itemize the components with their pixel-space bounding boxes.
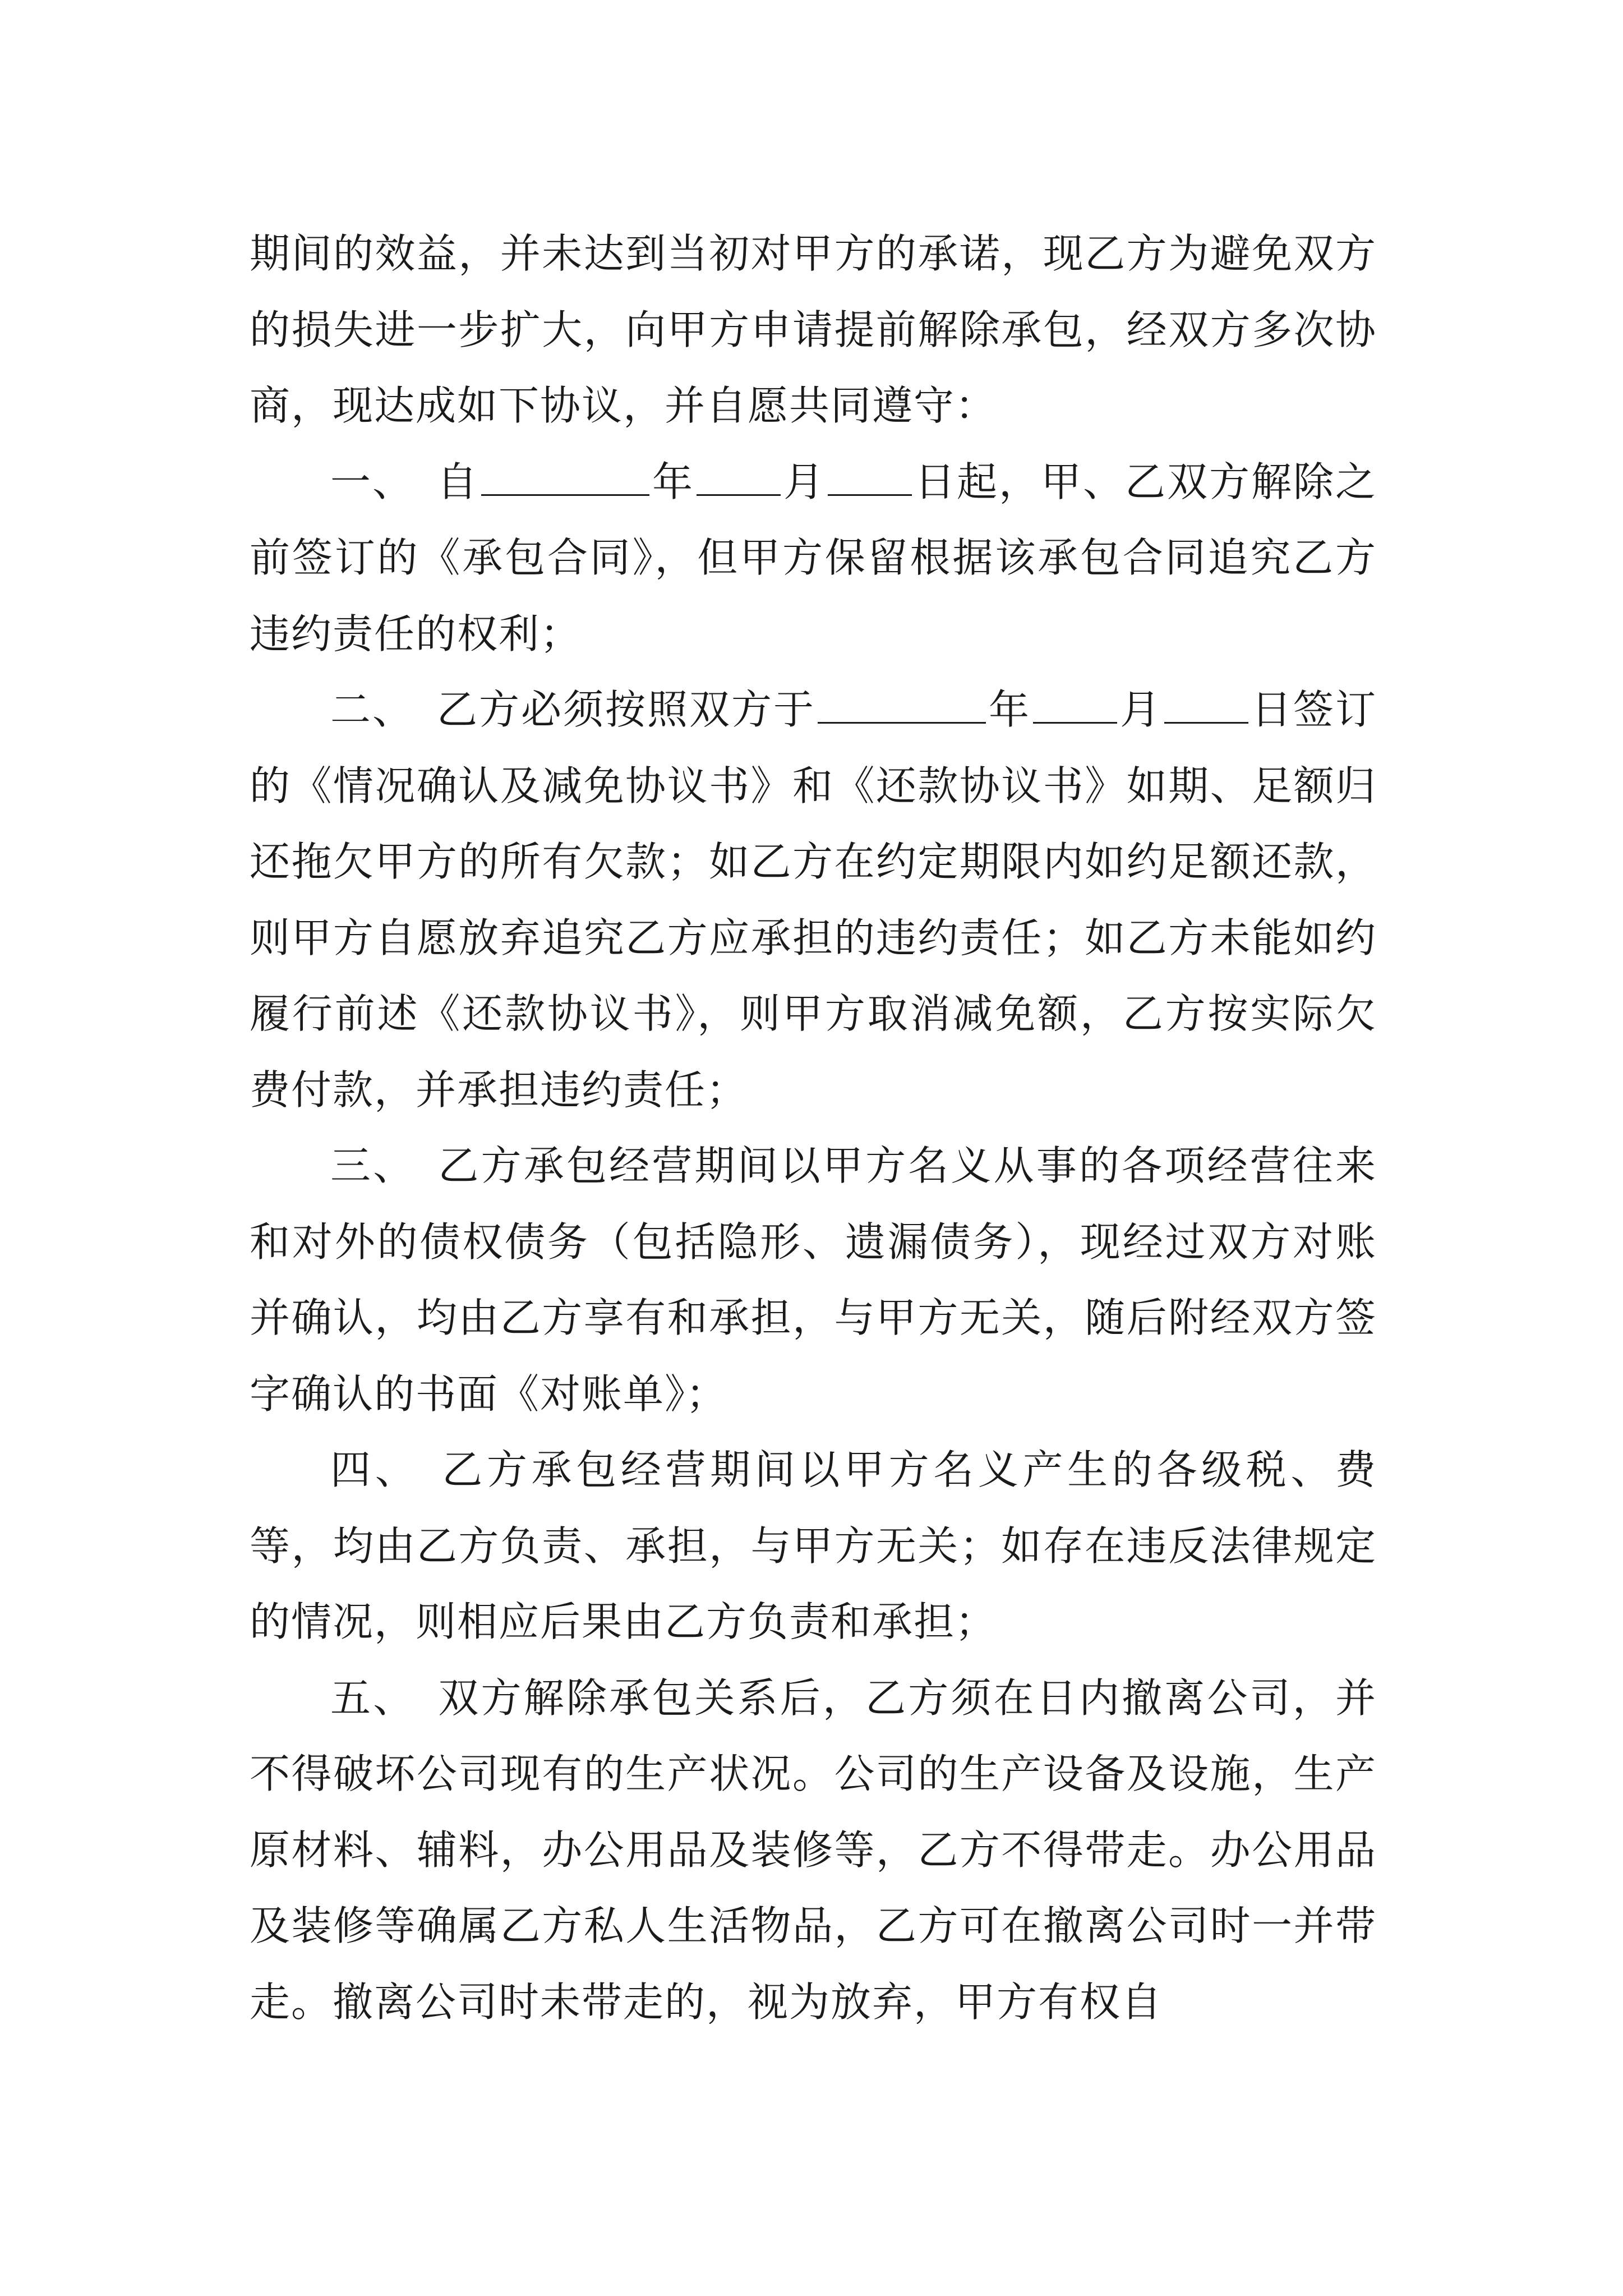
clause-1-year-label: 年 xyxy=(652,458,694,505)
year-blank xyxy=(481,461,649,496)
month-blank xyxy=(1033,688,1117,724)
intro-paragraph: 期间的效益，并未达到当初对甲方的承诺，现乙方为避免双方的损失进一步扩大，向甲方申请提前解除承包，经双方多次协商，现达成如下协议，并自愿共同遵守： xyxy=(250,230,1377,429)
clause-5 xyxy=(250,1660,1377,2041)
clause-3 xyxy=(250,1128,1377,1432)
day-blank xyxy=(1164,688,1248,724)
clause-2-month-label: 月 xyxy=(1119,686,1162,733)
year-blank xyxy=(818,688,986,724)
clause-1-month-label: 月 xyxy=(783,458,826,505)
clause-2-number: 二、 xyxy=(330,686,414,733)
clause-4-number: 四、 xyxy=(330,1446,420,1493)
clause-3-number: 三、 xyxy=(330,1142,416,1189)
clause-4 xyxy=(250,1432,1377,1660)
clause-1 xyxy=(250,444,1377,673)
clause-1-number: 一、 xyxy=(330,458,414,505)
day-blank xyxy=(828,461,912,496)
clause-2-text: 日签订的《情况确认及减免协议书》和《还款协议书》如期、足额归还拖欠甲方的所有欠款；如乙方在约定期限内如约足额还款，则甲方自愿放弃追究乙方应承担的违约责任；如乙方未能如约履行前述《还款协议书》，则甲方取消减免额，乙方按实际欠费付款，并承担违约责任； xyxy=(250,686,1377,1114)
clause-4-text: 乙方承包经营期间以甲方名义产生的各级税、费等，均由乙方负责、承担，与甲方无关；如存在违反法律规定的情况，则相应后果由乙方负责和承担； xyxy=(250,1446,1377,1645)
clause-5-number: 五、 xyxy=(330,1674,416,1722)
clause-2 xyxy=(250,672,1377,1128)
clause-2-year-label: 年 xyxy=(988,686,1031,733)
contract-body xyxy=(250,216,1377,2040)
clause-3-text: 乙方承包经营期间以甲方名义从事的各项经营往来和对外的债权债务（包括隐形、遗漏债务），现经过双方对账并确认，均由乙方享有和承担，与甲方无关，随后附经双方签字确认的书面《对账单》； xyxy=(250,1142,1377,1418)
clause-5-text: 双方解除承包关系后，乙方须在日内撤离公司，并不得破坏公司现有的生产状况。公司的生产设备及设施，生产原材料、辅料，办公用品及装修等，乙方不得带走。办公用品及装修等确属乙方私人生活物品，乙方可在撤离公司时一并带走。撤离公司时未带走的，视为放弃，甲方有权自 xyxy=(250,1674,1377,2026)
clause-1-prefix: 自 xyxy=(437,458,479,505)
clause-1-text: 日起，甲、乙双方解除之前签订的《承包合同》，但甲方保留根据该承包合同追究乙方违约责任的权利； xyxy=(250,458,1377,657)
clause-2-prefix: 乙方必须按照双方于 xyxy=(437,686,815,733)
month-blank xyxy=(697,461,781,496)
